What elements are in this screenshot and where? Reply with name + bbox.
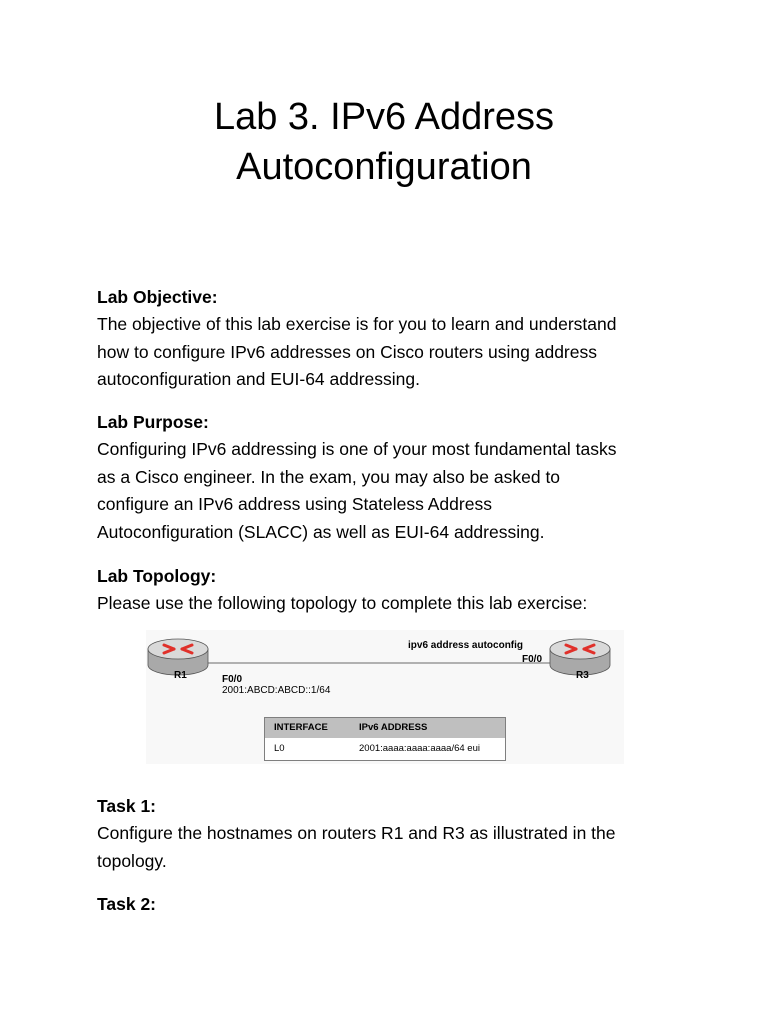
task-2-heading: Task 2: [97, 894, 157, 914]
interface-table [264, 717, 506, 761]
link-command-label: ipv6 address autoconfig [408, 640, 524, 651]
text-line: configure an IPv6 address using Stateless Address [97, 494, 492, 514]
interface-header-cell: INTERFACE [274, 722, 328, 733]
r1-interface-label: F0/0 [222, 674, 243, 685]
r3-interface-label: F0/0 [522, 654, 543, 665]
page-title [0, 92, 768, 192]
text-line: Please use the following topology to complete this lab exercise: [97, 593, 588, 613]
text-line: Autoconfiguration (SLACC) as well as EUI-64 addressing. [97, 521, 545, 542]
title-line-1: Lab 3. IPv6 Address [213, 96, 555, 138]
lab-purpose-section [97, 409, 697, 546]
interface-cell: L0 [274, 743, 285, 754]
text-line: as a Cisco engineer. In the exam, you may also be asked to [97, 466, 561, 487]
lab-purpose-heading: Lab Purpose: [97, 412, 209, 432]
address-cell: 2001:aaaa:aaaa:aaaa/64 eui [359, 743, 480, 754]
text-line: Configuring IPv6 addressing is one of your most fundamental tasks [97, 439, 617, 459]
text-line: The objective of this lab exercise is for you to learn and understand [97, 314, 617, 334]
title-line-2: Autoconfiguration [236, 146, 532, 188]
address-header-cell: IPv6 ADDRESS [359, 722, 428, 733]
lab-purpose-text [97, 436, 697, 546]
lab-topology-text [97, 590, 697, 618]
text-line: topology. [97, 850, 167, 871]
router-r3-label: R3 [576, 670, 589, 681]
lab-topology-heading: Lab Topology: [97, 566, 217, 586]
text-line: how to configure IPv6 addresses on Cisco routers using address [97, 341, 597, 362]
topology-diagram [146, 630, 624, 764]
lab-topology-section [97, 563, 697, 618]
lab-objective-text [97, 311, 697, 394]
text-line: autoconfiguration and EUI-64 addressing. [97, 369, 420, 389]
task-2-section [97, 891, 697, 918]
task-1-heading: Task 1: [97, 796, 157, 816]
task-1-section [97, 793, 697, 875]
lab-objective-heading: Lab Objective: [97, 287, 218, 307]
task-1-text [97, 820, 697, 875]
router-r1-label: R1 [174, 670, 187, 681]
lab-objective-section [97, 284, 697, 394]
r1-address-label: 2001:ABCD:ABCD::1/64 [222, 685, 331, 696]
text-line: Configure the hostnames on routers R1 and R3 as illustrated in the [97, 823, 616, 843]
